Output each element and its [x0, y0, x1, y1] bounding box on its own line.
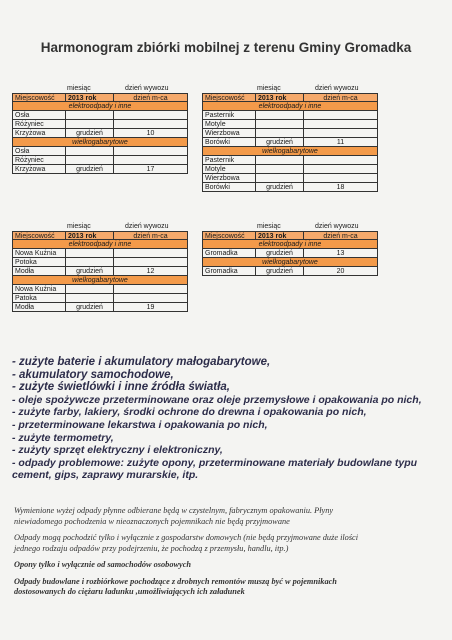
cell-place: Modła — [13, 303, 66, 311]
table-row — [202, 138, 378, 147]
cell-day — [114, 285, 187, 293]
cell-place: Pasternik — [203, 156, 256, 164]
cell-place: Borówki — [203, 183, 256, 191]
header-year: 2013 rok — [256, 232, 304, 239]
cell-month — [256, 174, 304, 182]
cell-day — [114, 111, 187, 119]
month-label: miesiąc — [67, 223, 91, 230]
cell-place: Osła — [13, 111, 66, 119]
cell-place: Różyniec — [13, 156, 66, 164]
cell-place: Krzyżowa — [13, 165, 66, 173]
cell-day — [304, 174, 377, 182]
cell-place: Wierzbowa — [203, 174, 256, 182]
cell-day — [114, 249, 187, 257]
table-row — [202, 111, 378, 120]
section-label: elektroodpady i inne — [258, 103, 322, 110]
cell-month: grudzień — [66, 267, 114, 275]
cell-day: 18 — [336, 184, 345, 191]
cell-day — [114, 258, 187, 266]
cell-day: 19 — [146, 304, 155, 311]
list-item: - oleje spożywcze przeterminowane oraz oleje przemysłowe i opakowania po nich, — [12, 393, 422, 406]
cell-place: Gromadka — [203, 267, 256, 275]
section-row — [202, 147, 378, 156]
cell-place: Gromadka — [203, 249, 256, 257]
table-row — [12, 165, 188, 174]
table-header-labels — [202, 222, 378, 231]
cell-month: grudzień — [256, 138, 304, 146]
table-row — [12, 120, 188, 129]
cell-month: grudzień — [66, 303, 114, 311]
cell-month — [66, 120, 114, 128]
cell-month: grudzień — [256, 267, 304, 275]
list-item: - zużyte baterie i akumulatory małogabarytowe, — [12, 356, 271, 368]
header-place: Miejscowość — [13, 232, 66, 239]
cell-place: Modła — [13, 267, 66, 275]
table-row — [12, 129, 188, 138]
cell-month: grudzień — [66, 129, 114, 137]
header-daymonth: dzień m-ca — [133, 233, 168, 239]
section-row — [12, 102, 188, 111]
cell-day — [304, 129, 377, 137]
section-row — [202, 240, 378, 249]
cell-place: Krzyżowa — [13, 129, 66, 137]
section-label: elektroodpady i inne — [258, 241, 322, 248]
cell-day — [114, 120, 187, 128]
cell-month — [256, 111, 304, 119]
cell-day: 12 — [146, 268, 155, 275]
cell-month — [66, 111, 114, 119]
section-row — [12, 276, 188, 285]
cell-day: 20 — [336, 268, 345, 275]
table-row — [12, 111, 188, 120]
schedule-table — [12, 222, 188, 312]
cell-month: grudzień — [256, 183, 304, 191]
section-label: elektroodpady i inne — [68, 103, 132, 110]
cell-place: Motyle — [203, 120, 256, 128]
schedule-table — [12, 84, 188, 174]
table-row — [12, 267, 188, 276]
table-row — [12, 156, 188, 165]
section-row — [12, 138, 188, 147]
table-header-labels — [202, 84, 378, 93]
cell-place: Różyniec — [13, 120, 66, 128]
month-label: miesiąc — [257, 223, 281, 230]
cell-month — [256, 120, 304, 128]
cell-place: Pasternik — [203, 111, 256, 119]
section-row — [202, 102, 378, 111]
header-year: 2013 rok — [256, 94, 304, 101]
header-place: Miejscowość — [13, 94, 66, 101]
section-label: wielkogabarytowe — [72, 277, 128, 284]
cell-month — [256, 165, 304, 173]
table-row — [202, 267, 378, 276]
header-place: Miejscowość — [203, 232, 256, 239]
header-daymonth: dzień m-ca — [323, 233, 358, 239]
notes — [14, 506, 438, 604]
cell-day — [304, 111, 377, 119]
section-row — [12, 240, 188, 249]
list-item: cement, gips, zaprawy murarskie, itp. — [12, 469, 199, 482]
table-row — [12, 285, 188, 294]
table-row — [202, 129, 378, 138]
table-row — [12, 258, 188, 267]
table-row — [12, 147, 188, 156]
header-year: 2013 rok — [66, 232, 114, 239]
page-title: Harmonogram zbiórki mobilnej z terenu Gminy Gromadka — [40, 40, 412, 55]
cell-month — [66, 147, 114, 155]
day-label: dzień wywozu — [315, 223, 359, 230]
table-row — [202, 156, 378, 165]
day-label: dzień wywozu — [125, 85, 169, 92]
note-households: Odpady mogą pochodzić tylko i wyłącznie z gospodarstw domowych (nie będą przyjmowane duże ilości jednego rodzaju odpadów przy podejrzeniu, że pochodzą z przemysłu, handlu, itp.) — [14, 533, 359, 553]
cell-day — [114, 156, 187, 164]
cell-place: Borówki — [203, 138, 256, 146]
cell-month — [66, 294, 114, 302]
list-item: - akumulatory samochodowe, — [12, 368, 174, 381]
table-header-labels — [12, 84, 188, 93]
note-construction: Odpady budowlane i rozbiórkowe pochodzące z drobnych remontów muszą być w pojemnikach dostosowanych do ciężaru ładunku ,umożliwiających ich załadunek — [14, 576, 337, 596]
list-item: - zużyte farby, lakiery, środki ochrone do drewna i opakowania po nich, — [12, 406, 367, 419]
cell-month: grudzień — [66, 165, 114, 173]
cell-place: Potoka — [13, 258, 66, 266]
schedule-table — [202, 222, 378, 276]
table-header-labels — [12, 222, 188, 231]
header-daymonth: dzień m-ca — [133, 95, 168, 101]
header-place: Miejscowość — [203, 94, 256, 101]
table-header-row — [202, 93, 378, 102]
month-label: miesiąc — [257, 85, 281, 92]
cell-month — [66, 258, 114, 266]
cell-day — [304, 156, 377, 164]
header-daymonth: dzień m-ca — [323, 95, 358, 101]
cell-day: 10 — [146, 130, 155, 137]
note-liquids: Wymienione wyżej odpady płynne odbierane będą w czystelnym, fabrycznym opakowaniu. Płyny niewiadomego pochodzenia w nieoznaczonych pojemnikach nie będą przyjmowane — [14, 506, 334, 526]
day-label: dzień wywozu — [125, 223, 169, 230]
cell-place: Nowa Kuźnia — [13, 249, 66, 257]
table-row — [202, 174, 378, 183]
list-item: - odpady problemowe: zużyte opony, przeterminowane materiały budowlane typu — [12, 456, 418, 469]
list-item: - zużyte termometry, — [12, 431, 114, 444]
section-row — [202, 258, 378, 267]
cell-month — [256, 129, 304, 137]
table-row — [202, 249, 378, 258]
cell-month: grudzień — [256, 249, 304, 257]
table-row — [202, 183, 378, 192]
waste-types-list — [12, 356, 442, 482]
table-header-row — [202, 231, 378, 240]
cell-day — [114, 294, 187, 302]
day-label: dzień wywozu — [315, 85, 359, 92]
header-year: 2013 rok — [66, 94, 114, 101]
section-label: wielkogabarytowe — [72, 139, 128, 146]
cell-month — [66, 249, 114, 257]
table-row — [12, 303, 188, 312]
cell-day: 11 — [336, 139, 345, 146]
cell-month — [66, 285, 114, 293]
table-header-row — [12, 93, 188, 102]
cell-place: Motyle — [203, 165, 256, 173]
table-row — [12, 294, 188, 303]
table-row — [12, 249, 188, 258]
cell-place: Patoka — [13, 294, 66, 302]
cell-day — [114, 147, 187, 155]
note-tyres: Opony tylko i wyłącznie od samochodów osobowych — [14, 560, 191, 569]
cell-month — [66, 156, 114, 164]
cell-day: 13 — [336, 250, 345, 257]
cell-month — [256, 156, 304, 164]
section-label: elektroodpady i inne — [68, 241, 132, 248]
list-item: - zużyty sprzęt elektryczny i elektroniczny, — [12, 444, 223, 457]
month-label: miesiąc — [67, 85, 91, 92]
table-row — [202, 120, 378, 129]
cell-day — [304, 165, 377, 173]
table-header-row — [12, 231, 188, 240]
list-item: - przeterminowane lekarstwa i opakowania po nich, — [12, 418, 268, 431]
section-label: wielkogabarytowe — [262, 148, 318, 155]
cell-place: Osła — [13, 147, 66, 155]
cell-day — [304, 120, 377, 128]
cell-place: Wierzbowa — [203, 129, 256, 137]
section-label: wielkogabarytowe — [262, 259, 318, 266]
schedule-table — [202, 84, 378, 192]
cell-place: Nowa Kuźnia — [13, 285, 66, 293]
cell-day: 17 — [146, 166, 155, 173]
table-row — [202, 165, 378, 174]
list-item: - zużyte świetlówki i inne źródła światła, — [12, 381, 230, 394]
